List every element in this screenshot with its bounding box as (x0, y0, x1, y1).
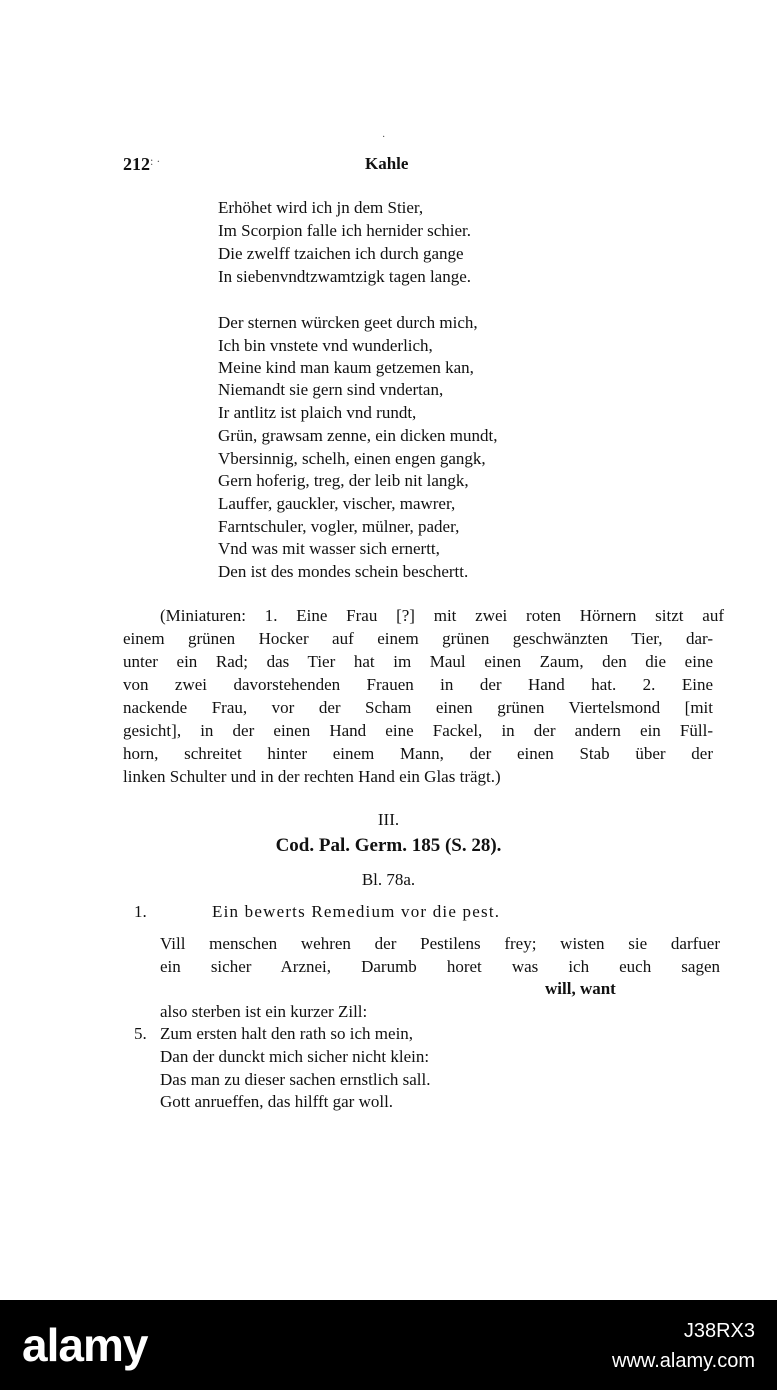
poem-line: In siebenvndtzwamtzigk tagen lange. (218, 267, 472, 286)
remedy-line: Zum ersten halt den rath so ich mein, (160, 1024, 414, 1043)
poem-line: Den ist des mondes schein beschertt. (218, 562, 469, 581)
miniatures-line-text: gesicht], in der einen Hand eine Fackel, in der andern ein Füll- (123, 721, 713, 740)
poem-line: Grün, grawsam zenne, ein dicken mundt, (218, 426, 498, 445)
running-title: Kahle (365, 154, 409, 173)
poem-line: Lauffer, gauckler, vischer, mawrer, (218, 494, 456, 513)
poem-line: Die zwelff tzaichen ich durch gange (218, 244, 464, 263)
remedy-line: Das man zu dieser sachen ernstlich sall. (160, 1070, 431, 1089)
codex-heading: Cod. Pal. Germ. 185 (S. 28). (275, 835, 502, 856)
miniatures-line-text: unter ein Rad; das Tier hat im Maul einen Zaum, den die eine (123, 652, 713, 671)
watermark-url: www.alamy.com (612, 1350, 755, 1372)
miniatures-line (123, 698, 713, 718)
poem-line: Ir antlitz ist plaich vnd rundt, (218, 403, 417, 422)
miniatures-line (123, 675, 713, 695)
line-number: 1. (134, 902, 147, 921)
poem-line: Erhöhet wird ich jn dem Stier, (218, 198, 424, 217)
remedy-line (160, 957, 720, 977)
miniatures-line-text: horn, schreitet hinter einem Mann, der einen Stab über der (123, 744, 713, 763)
remedy-line: Dan der dunckt mich sicher nicht klein: (160, 1047, 430, 1066)
miniatures-line (123, 744, 713, 764)
top-dot: · (382, 132, 386, 143)
remedy-line-text: ein sicher Arznei, Darumb horet was ich euch sagen (160, 957, 720, 976)
miniatures-line (123, 652, 713, 672)
watermark-logo: alamy (22, 1319, 148, 1371)
remedy-right-line: will, want (545, 979, 616, 998)
remedy-line: Gott anrueffen, das hilfft gar woll. (160, 1092, 394, 1111)
miniatures-line-text: einem grünen Hocker auf einem grünen geschwänzten Tier, dar- (123, 629, 713, 648)
remedy-title: Ein bewerts Remedium vor die pest. (212, 902, 501, 921)
section-number: III. (377, 810, 400, 829)
poem-line: Vbersinnig, schelh, einen engen gangk, (218, 449, 486, 468)
poem-line: Farntschuler, vogler, mülner, pader, (218, 517, 460, 536)
miniatures-line-text: nackende Frau, vor der Scham einen grünen Viertelsmond [mit (123, 698, 713, 717)
poem-line: Meine kind man kaum getzemen kan, (218, 358, 474, 377)
miniatures-line-text: (Miniaturen: 1. Eine Frau [?] mit zwei roten Hörnern sitzt auf (160, 606, 724, 625)
page-number: 212 (123, 154, 150, 174)
miniatures-line (160, 606, 724, 626)
poem-line: Ich bin vnstete vnd wunderlich, (218, 336, 433, 355)
poem-line: Niemandt sie gern sind vndertan, (218, 380, 444, 399)
poem-line: Der sternen würcken geet durch mich, (218, 313, 478, 332)
poem-line: Im Scorpion falle ich hernider schier. (218, 221, 472, 240)
poem-line: Vnd was mit wasser sich ernertt, (218, 539, 440, 558)
folio-heading: Bl. 78a. (361, 870, 416, 889)
watermark-image-id: J38RX3 (683, 1320, 755, 1342)
remedy-line-text: Vill menschen wehren der Pestilens frey; wisten sie darfuer (160, 934, 720, 953)
poem-line: Gern hoferig, treg, der leib nit langk, (218, 471, 469, 490)
miniatures-line-text: von zwei davorstehenden Frauen in der Hand hat. 2. Eine (123, 675, 713, 694)
miniatures-line (123, 721, 713, 741)
miniatures-line: linken Schulter und in der rechten Hand ein Glas trägt.) (123, 767, 501, 786)
page-number-dots: : · (150, 154, 161, 168)
miniatures-line (123, 629, 713, 649)
line-number: 5. (134, 1024, 147, 1043)
remedy-line (160, 934, 720, 954)
remedy-line: also sterben ist ein kurzer Zill: (160, 1002, 368, 1021)
